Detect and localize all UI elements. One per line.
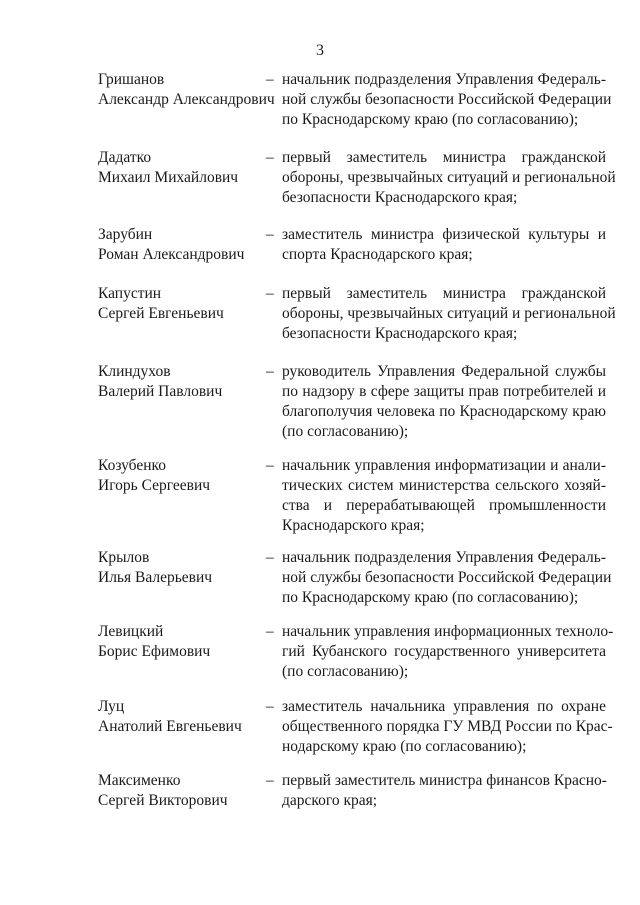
- dash-separator: –: [266, 285, 274, 302]
- position-line: ной службы безопасности Российской Федерации: [282, 91, 612, 108]
- member-given-names: Сергей Евгеньевич: [98, 305, 224, 322]
- member-given-names: Роман Александрович: [98, 246, 245, 263]
- position-line: первый заместитель министра финансов Красно-: [282, 772, 607, 789]
- position-line: безопасности Краснодарского края;: [282, 325, 518, 342]
- position-line: (по согласованию);: [282, 663, 409, 680]
- position-line: по Краснодарскому краю (по согласованию);: [282, 111, 579, 128]
- position-line: обороны, чрезвычайных ситуаций и региональной: [282, 305, 616, 322]
- member-fullname: [98, 284, 266, 324]
- position-line: общественного порядка ГУ МВД России по Крас-: [282, 718, 613, 735]
- dash-separator: –: [266, 772, 274, 789]
- member-surname: Козубенко: [98, 457, 167, 474]
- position-line: заместитель министра физической культуры и: [282, 226, 606, 243]
- member-fullname: [98, 148, 266, 188]
- member-position: [282, 697, 613, 757]
- position-line: дарского края;: [282, 792, 378, 809]
- member-surname: Гришанов: [98, 71, 165, 88]
- member-fullname: [98, 548, 266, 588]
- dash-separator: –: [266, 149, 274, 166]
- member-position: [282, 362, 606, 442]
- member-position: [282, 225, 606, 265]
- member-given-names: Игорь Сергеевич: [98, 477, 211, 494]
- position-line: нодарскому краю (по согласованию);: [282, 738, 527, 755]
- member-fullname: [98, 456, 266, 496]
- position-line: по надзору в сфере защиты прав потребителей и: [282, 383, 606, 400]
- position-line: благополучия человека по Краснодарскому краю: [282, 403, 606, 420]
- position-line: заместитель начальника управления по охране: [282, 698, 606, 715]
- member-position: [282, 771, 606, 811]
- member-surname: Дадатко: [98, 149, 152, 166]
- member-surname: Клиндухов: [98, 363, 171, 380]
- member-fullname: [98, 70, 275, 110]
- member-given-names: Валерий Павлович: [98, 383, 223, 400]
- dash-separator: –: [266, 698, 274, 715]
- member-surname: Зарубин: [98, 226, 153, 243]
- member-surname: Капустин: [98, 285, 162, 302]
- member-fullname: [98, 771, 266, 811]
- dash-separator: –: [266, 71, 274, 88]
- position-line: ной службы безопасности Российской Федерации: [282, 569, 612, 586]
- member-position: [282, 456, 606, 536]
- member-position: [282, 622, 614, 682]
- member-position: [282, 548, 612, 608]
- member-given-names: Анатолий Евгеньевич: [98, 718, 242, 735]
- dash-separator: –: [266, 363, 274, 380]
- position-line: (по согласованию);: [282, 423, 409, 440]
- position-line: первый заместитель министра гражданской: [282, 285, 606, 302]
- member-given-names: Сергей Викторович: [98, 792, 228, 809]
- position-line: руководитель Управления Федеральной службы: [282, 363, 606, 380]
- position-line: гий Кубанского государственного университета: [282, 643, 606, 660]
- member-given-names: Борис Ефимович: [98, 643, 211, 660]
- position-line: начальник подразделения Управления Федераль-: [282, 549, 606, 566]
- position-line: начальник подразделения Управления Федераль-: [282, 71, 606, 88]
- position-line: Краснодарского края;: [282, 517, 425, 534]
- page-number: 3: [316, 42, 324, 59]
- position-line: первый заместитель министра гражданской: [282, 149, 606, 166]
- member-fullname: [98, 225, 266, 265]
- dash-separator: –: [266, 226, 274, 243]
- member-fullname: [98, 697, 266, 737]
- member-position: [282, 284, 616, 344]
- dash-separator: –: [266, 457, 274, 474]
- member-position: [282, 148, 616, 208]
- position-line: безопасности Краснодарского края;: [282, 189, 518, 206]
- member-given-names: Михаил Михайлович: [98, 169, 239, 186]
- position-line: обороны, чрезвычайных ситуаций и региональной: [282, 169, 616, 186]
- position-line: тических систем министерства сельского хозяй-: [282, 477, 606, 494]
- member-given-names: Илья Валерьевич: [98, 569, 213, 586]
- position-line: по Краснодарскому краю (по согласованию);: [282, 589, 579, 606]
- member-fullname: [98, 362, 266, 402]
- member-surname: Луц: [98, 698, 125, 715]
- member-given-names: Александр Александрович: [98, 91, 275, 108]
- position-line: начальник управления информационных техноло-: [282, 623, 614, 640]
- dash-separator: –: [266, 549, 274, 566]
- member-surname: Левицкий: [98, 623, 164, 640]
- position-line: спорта Краснодарского края;: [282, 246, 473, 263]
- member-fullname: [98, 622, 266, 662]
- member-surname: Крылов: [98, 549, 150, 566]
- member-surname: Максименко: [98, 772, 181, 789]
- dash-separator: –: [266, 623, 274, 640]
- member-position: [282, 70, 612, 130]
- position-line: ства и перерабатывающей промышленности: [282, 497, 606, 514]
- position-line: начальник управления информатизации и анали-: [282, 457, 606, 474]
